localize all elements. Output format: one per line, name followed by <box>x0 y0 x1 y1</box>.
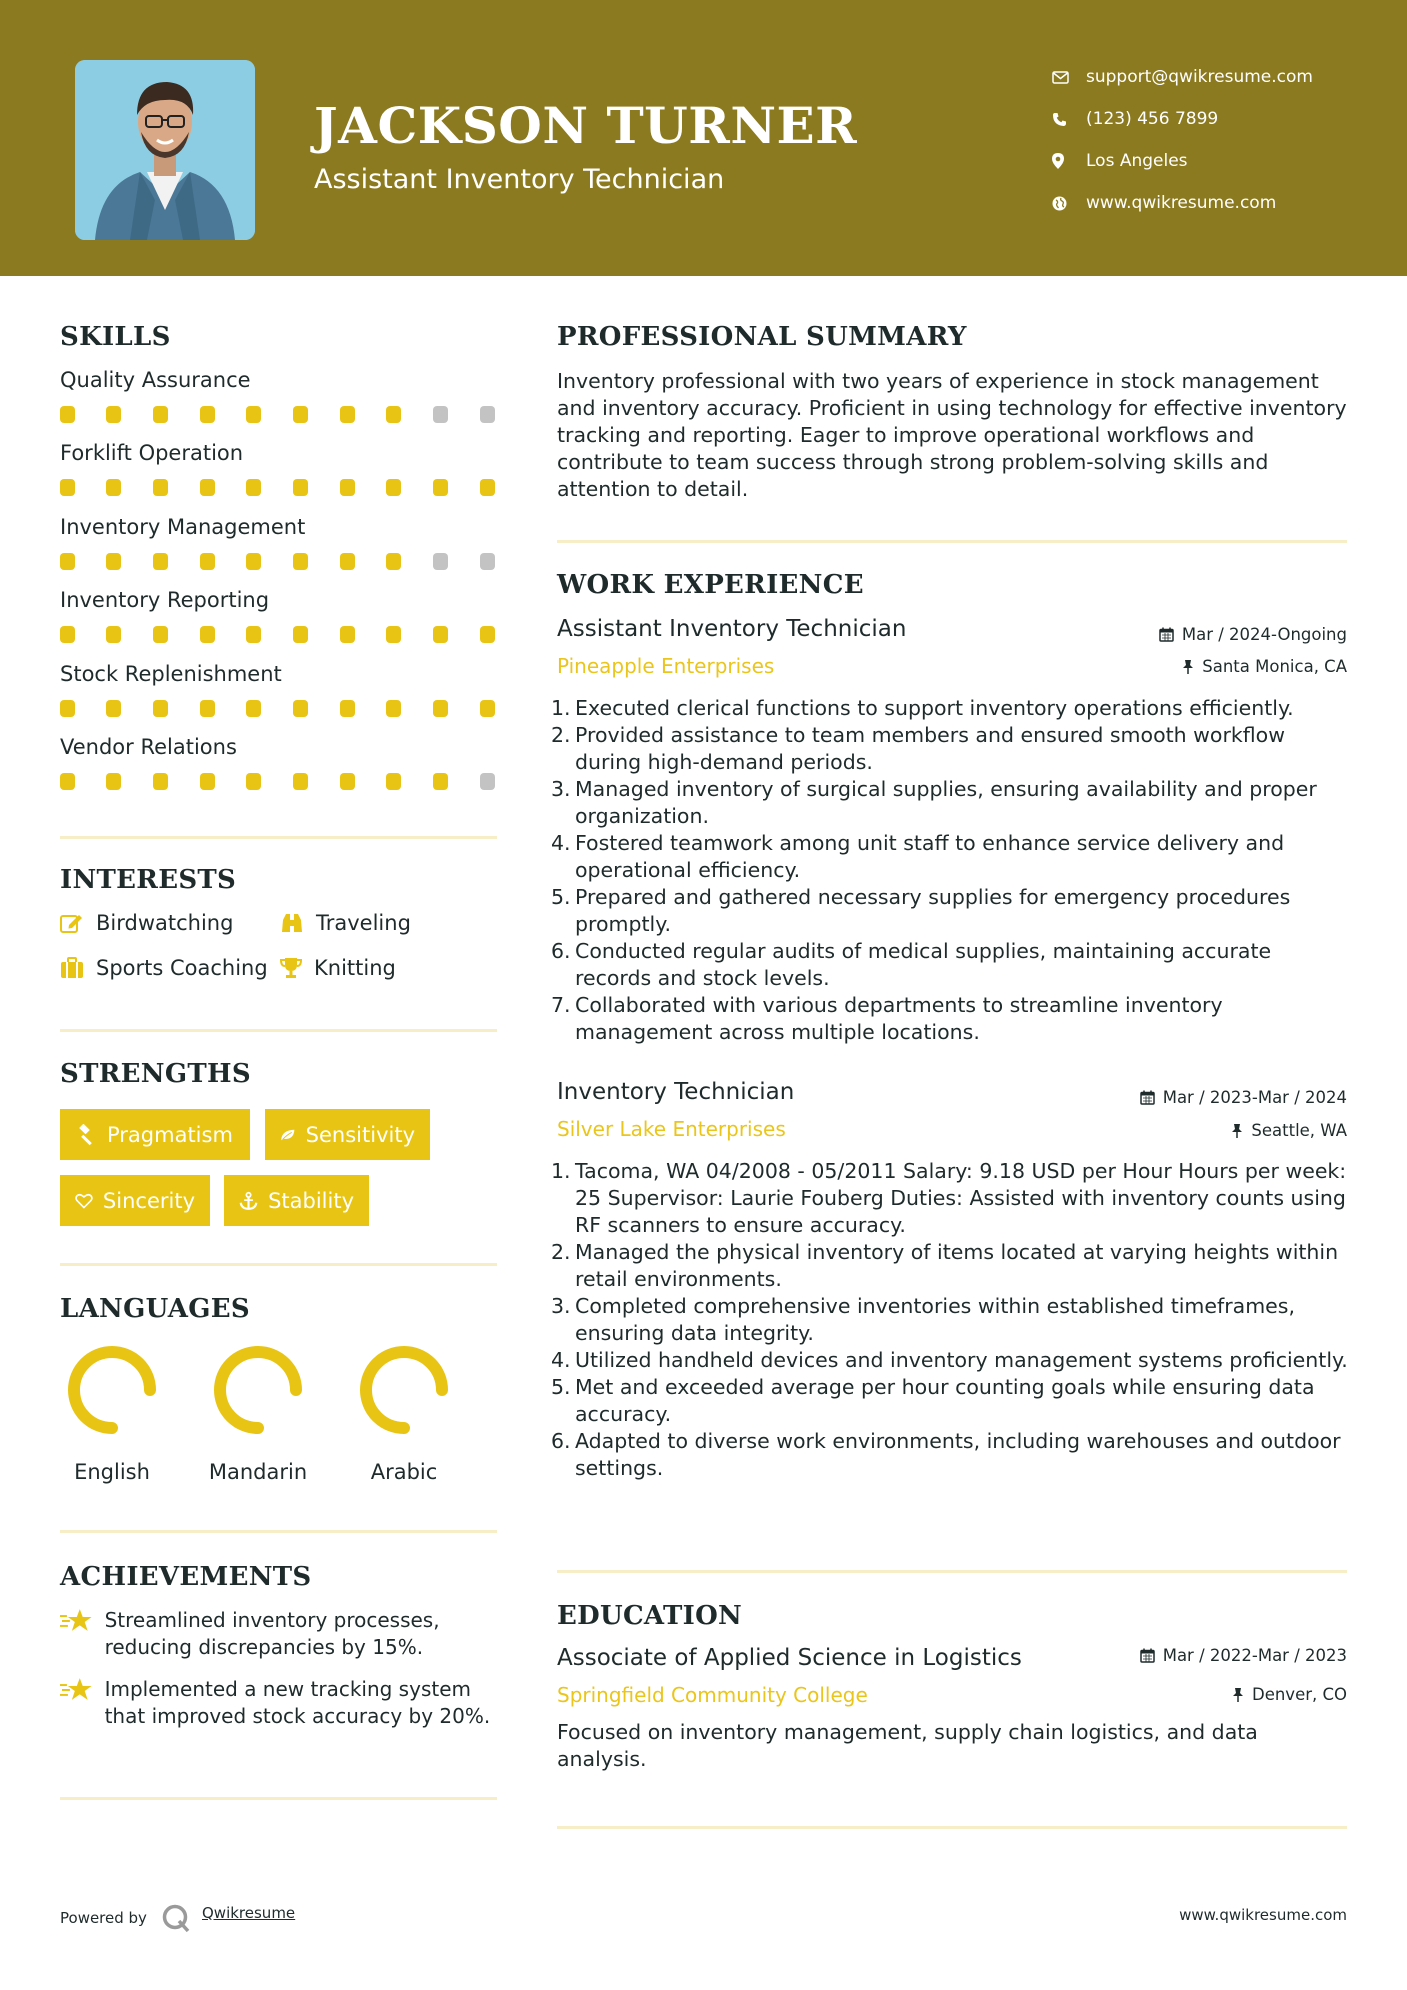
job-title: Assistant Inventory Technician <box>557 616 907 642</box>
contact-website[interactable]: www.qwikresume.com <box>1050 182 1380 224</box>
rating-dot-empty <box>480 553 495 570</box>
job-location: Seattle, WA <box>1231 1121 1347 1140</box>
rating-dot-filled <box>153 700 168 717</box>
rating-dot-filled <box>340 406 355 423</box>
responsibility-item: 2. Provided assistance to team members and ensured smooth workflow during high-demand periods. <box>551 723 1285 774</box>
rating-dot-filled <box>293 700 308 717</box>
education-title: EDUCATION <box>557 1601 743 1631</box>
rating-dot-filled <box>106 406 121 423</box>
candidate-name: JACKSON TURNER <box>314 96 858 155</box>
skill-rating <box>60 700 500 718</box>
rating-dot-filled <box>60 406 75 423</box>
education-location: Denver, CO <box>1232 1685 1347 1704</box>
responsibility-item: 1. Tacoma, WA 04/2008 - 05/2011 Salary: 9.18 USD per Hour Hours per week: 25 Supervisor: Laurie Fouberg Duties: Assisted with inventory counts using RF scanners to ensure accuracy. <box>551 1159 1347 1237</box>
rating-dot-filled <box>106 553 121 570</box>
rating-dot-filled <box>340 553 355 570</box>
pushpin-icon <box>1231 1123 1243 1138</box>
language-label: English <box>74 1460 150 1484</box>
briefcase-icon <box>60 957 84 979</box>
envelope-icon <box>1050 71 1086 84</box>
rating-dot-filled <box>386 773 401 790</box>
interests-title: INTERESTS <box>60 865 237 895</box>
rating-dot-filled <box>293 773 308 790</box>
skill-name: Inventory Management <box>60 514 306 539</box>
calendar-icon <box>1140 1648 1155 1663</box>
section-divider <box>557 540 1347 543</box>
qwikresume-logo-icon <box>161 1903 191 1933</box>
job-dates: Mar / 2023-Mar / 2024 <box>1140 1088 1347 1107</box>
gavel-icon <box>75 1124 97 1146</box>
skill-name: Quality Assurance <box>60 368 251 392</box>
strength-tag: Pragmatism <box>60 1109 250 1160</box>
rating-dot-filled <box>246 773 261 790</box>
rating-dot-filled <box>246 406 261 423</box>
resume-header <box>0 0 1407 276</box>
contact-list <box>1050 56 1380 224</box>
rating-dot-filled <box>433 479 448 496</box>
job-responsibilities <box>551 695 1350 1046</box>
skill-name: Forklift Operation <box>60 441 244 466</box>
responsibility-item: 3. Managed inventory of surgical supplies, ensuring availability and proper organization. <box>551 777 1317 828</box>
rating-dot-filled <box>60 479 75 496</box>
rating-dot-filled <box>433 773 448 790</box>
responsibility-item: 7. Collaborated with various departments to streamline inventory management across multiple locations. <box>551 993 1223 1044</box>
anchor-icon <box>239 1190 258 1212</box>
skill-rating <box>60 773 500 791</box>
strength-tag: Sensitivity <box>265 1109 430 1160</box>
calendar-icon <box>1140 1090 1155 1105</box>
strength-tag: Sincerity <box>60 1175 210 1226</box>
rating-dot-filled <box>480 700 495 717</box>
education-description: Focused on inventory management, supply chain logistics, and data analysis. <box>557 1720 1258 1771</box>
responsibility-item: 5. Prepared and gathered necessary supplies for emergency procedures promptly. <box>551 885 1291 936</box>
binoculars-icon <box>280 912 304 934</box>
rating-dot-empty <box>480 773 495 790</box>
company-name: Silver Lake Enterprises <box>557 1117 786 1141</box>
rating-dot-filled <box>433 700 448 717</box>
education-dates: Mar / 2022-Mar / 2023 <box>1140 1646 1347 1665</box>
interest-item: Birdwatching <box>60 911 233 935</box>
rating-dot-filled <box>293 553 308 570</box>
responsibility-item: 4. Fostered teamwork among unit staff to enhance service delivery and operational efficiency. <box>551 831 1285 882</box>
rating-dot-empty <box>433 553 448 570</box>
pushpin-icon <box>1232 1687 1244 1702</box>
job-title: Inventory Technician <box>557 1079 795 1105</box>
rating-dot-filled <box>200 479 215 496</box>
achievements-title: ACHIEVEMENTS <box>60 1562 312 1592</box>
calendar-icon <box>1159 627 1174 642</box>
language-gauge-arc <box>366 1352 442 1428</box>
rating-dot-filled <box>386 406 401 423</box>
skill-rating <box>60 553 500 571</box>
pushpin-icon <box>1182 659 1194 674</box>
skill-rating <box>60 626 500 644</box>
rating-dot-filled <box>386 700 401 717</box>
globe-icon <box>1050 196 1086 211</box>
powered-by: Powered by <box>60 1903 191 1933</box>
rating-dot-empty <box>480 406 495 423</box>
rating-dot-filled <box>60 553 75 570</box>
rating-dot-filled <box>433 626 448 643</box>
interest-item: Traveling <box>280 911 411 935</box>
contact-location: Los Angeles <box>1050 140 1380 182</box>
responsibility-item: 3. Completed comprehensive inventories within established timeframes, ensuring data integrity. <box>551 1294 1295 1345</box>
experience-title: WORK EXPERIENCE <box>557 570 864 600</box>
rating-dot-filled <box>200 553 215 570</box>
skills-title: SKILLS <box>60 322 171 352</box>
rating-dot-filled <box>153 479 168 496</box>
rating-dot-filled <box>293 626 308 643</box>
rating-dot-filled <box>340 700 355 717</box>
rating-dot-filled <box>106 700 121 717</box>
heart-icon <box>75 1191 93 1211</box>
achievement-item: Streamlined inventory processes, reducing discrepancies by 15%. <box>60 1607 500 1661</box>
language-gauge <box>57 1335 167 1445</box>
rating-dot-filled <box>386 626 401 643</box>
language-gauge <box>349 1335 459 1445</box>
rating-dot-filled <box>293 406 308 423</box>
rating-dot-filled <box>246 700 261 717</box>
section-divider <box>60 1797 497 1800</box>
candidate-title: Assistant Inventory Technician <box>314 164 725 195</box>
responsibility-item: 4. Utilized handheld devices and inventory management systems proficiently. <box>551 1348 1348 1372</box>
rating-dot-filled <box>153 406 168 423</box>
rating-dot-filled <box>153 553 168 570</box>
interest-item: Knitting <box>280 956 396 980</box>
rating-dot-filled <box>60 700 75 717</box>
rating-dot-filled <box>386 553 401 570</box>
pencil-icon <box>60 912 84 934</box>
strengths-title: STRENGTHS <box>60 1059 251 1089</box>
skill-rating <box>60 479 500 497</box>
rating-dot-filled <box>60 626 75 643</box>
summary-text: Inventory professional with two years of experience in stock management and inventory accuracy. Proficient in using technology for effective inventory tracking and reporting. Eager to improve operational workflows and contribute to team success through strong problem-solving skills and attention to detail. <box>557 369 1347 501</box>
rating-dot-empty <box>433 406 448 423</box>
skill-name: Vendor Relations <box>60 735 237 759</box>
section-divider <box>557 1570 1347 1573</box>
responsibility-item: 1. Executed clerical functions to support inventory operations efficiently. <box>551 696 1294 720</box>
responsibility-item: 6. Conducted regular audits of medical supplies, maintaining accurate records and stock levels. <box>551 939 1272 990</box>
rating-dot-filled <box>106 773 121 790</box>
qwikresume-link[interactable]: Qwikresume <box>202 1904 296 1922</box>
section-divider <box>60 1530 497 1533</box>
rating-dot-filled <box>246 553 261 570</box>
summary-title: PROFESSIONAL SUMMARY <box>557 322 967 352</box>
rating-dot-filled <box>340 479 355 496</box>
section-divider <box>557 1826 1347 1829</box>
contact-email[interactable]: support@qwikresume.com <box>1050 56 1380 98</box>
strength-tag: Stability <box>224 1175 369 1226</box>
skill-name: Stock Replenishment <box>60 661 282 686</box>
rating-dot-filled <box>246 479 261 496</box>
skill-rating <box>60 406 500 424</box>
responsibility-item: 2. Managed the physical inventory of items located at varying heights within retail environments. <box>551 1240 1339 1291</box>
skill-name: Inventory Reporting <box>60 588 270 613</box>
responsibility-item: 6. Adapted to diverse work environments, including warehouses and outdoor settings. <box>551 1429 1341 1480</box>
profile-photo <box>75 60 255 240</box>
rating-dot-filled <box>200 773 215 790</box>
phone-icon <box>1050 112 1086 127</box>
shooting-star-icon <box>60 1607 95 1633</box>
degree-title: Associate of Applied Science in Logistics <box>557 1645 1022 1671</box>
job-location: Santa Monica, CA <box>1182 657 1347 676</box>
interest-item: Sports Coaching <box>60 956 268 980</box>
rating-dot-filled <box>153 773 168 790</box>
rating-dot-filled <box>340 626 355 643</box>
footer-website[interactable]: www.qwikresume.com <box>1179 1906 1347 1924</box>
language-label: Arabic <box>370 1460 438 1484</box>
rating-dot-filled <box>200 626 215 643</box>
rating-dot-filled <box>153 626 168 643</box>
person-avatar-icon <box>75 60 255 240</box>
language-gauge-arc <box>220 1352 296 1428</box>
languages-title: LANGUAGES <box>60 1294 250 1324</box>
rating-dot-filled <box>106 479 121 496</box>
rating-dot-filled <box>480 626 495 643</box>
job-dates: Mar / 2024-Ongoing <box>1159 625 1347 644</box>
rating-dot-filled <box>200 700 215 717</box>
section-divider <box>60 836 497 839</box>
language-gauge <box>203 1335 313 1445</box>
map-pin-icon <box>1050 153 1086 169</box>
language-label: Mandarin <box>208 1460 308 1484</box>
rating-dot-filled <box>480 479 495 496</box>
leaf-icon <box>280 1125 296 1145</box>
rating-dot-filled <box>60 773 75 790</box>
rating-dot-filled <box>106 626 121 643</box>
achievement-item: Implemented a new tracking system that improved stock accuracy by 20%. <box>60 1676 500 1730</box>
rating-dot-filled <box>293 479 308 496</box>
contact-phone[interactable]: (123) 456 7899 <box>1050 98 1380 140</box>
rating-dot-filled <box>246 626 261 643</box>
section-divider <box>60 1029 497 1032</box>
school-name: Springfield Community College <box>557 1683 868 1707</box>
rating-dot-filled <box>340 773 355 790</box>
responsibility-item: 5. Met and exceeded average per hour counting goals while ensuring data accuracy. <box>551 1375 1315 1426</box>
company-name: Pineapple Enterprises <box>557 654 775 678</box>
language-gauge-arc <box>74 1352 150 1428</box>
rating-dot-filled <box>386 479 401 496</box>
shooting-star-icon <box>60 1676 95 1702</box>
trophy-icon <box>280 957 302 979</box>
section-divider <box>60 1263 497 1266</box>
rating-dot-filled <box>200 406 215 423</box>
job-responsibilities <box>551 1158 1350 1482</box>
